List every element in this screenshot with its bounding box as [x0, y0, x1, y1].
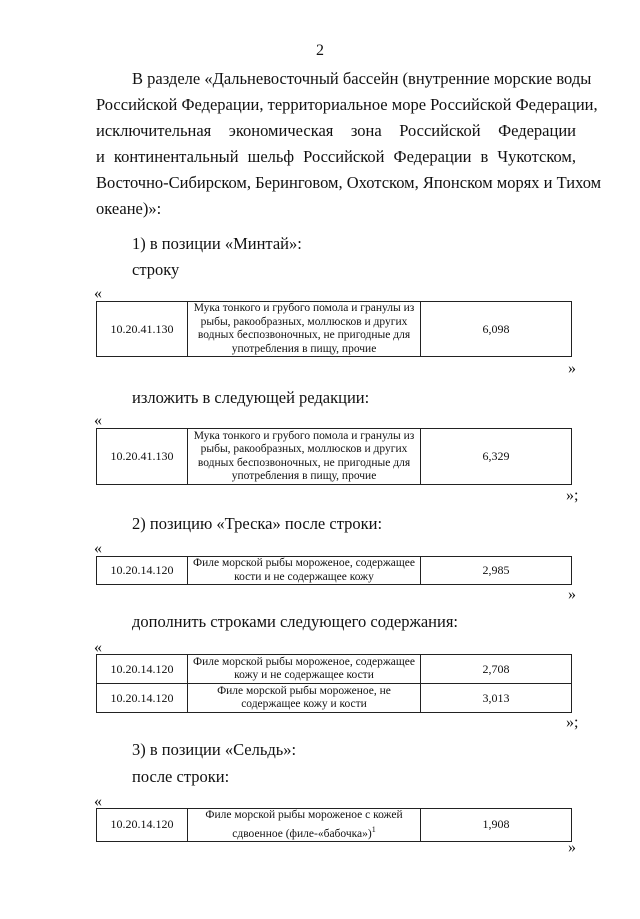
- table-cod-original: [96, 556, 572, 585]
- description-cell: Мука тонкого и грубого помола и гранулы из рыбы, ракообразных, моллюсков и других водных беспозвоночных, не пригодные для употребления в пищу, прочие: [188, 429, 421, 485]
- value-cell: 6,098: [421, 302, 572, 357]
- paragraph-line: океане)»:: [96, 199, 162, 218]
- description-cell: [188, 809, 421, 842]
- code-cell: 10.20.14.120: [97, 655, 188, 684]
- table-row: [97, 557, 572, 585]
- open-quote: «: [94, 540, 102, 557]
- description-text: Филе морской рыбы мороженое с кожей сдвоенное (филе-«бабочка»): [205, 809, 403, 840]
- open-quote: «: [94, 285, 102, 302]
- table-row: [97, 302, 572, 357]
- description-cell: Филе морской рыбы мороженое, не содержащее кожу и кости: [188, 684, 421, 713]
- table-pollock-new: [96, 428, 572, 485]
- close-quote: »: [568, 360, 576, 377]
- item-cod: 2) позицию «Треска» после строки:: [132, 514, 383, 533]
- table-row: [97, 684, 572, 713]
- description-cell: Филе морской рыбы мороженое, содержащее кости и не содержащее кожу: [188, 557, 421, 585]
- close-quote: »;: [566, 714, 579, 731]
- code-cell: 10.20.14.120: [97, 684, 188, 713]
- value-cell: 1,908: [421, 809, 572, 842]
- table-row: [97, 429, 572, 485]
- open-quote: «: [94, 793, 102, 810]
- table-row: [97, 655, 572, 684]
- item-replace-with: изложить в следующей редакции:: [132, 388, 370, 407]
- paragraph-line: исключительная экономическая зона Российской Федерации: [96, 121, 576, 140]
- value-cell: 2,985: [421, 557, 572, 585]
- table-pollock-original: [96, 301, 572, 357]
- description-cell: Филе морской рыбы мороженое, содержащее кожу и не содержащее кости: [188, 655, 421, 684]
- table-herring-original: [96, 808, 572, 842]
- value-cell: 6,329: [421, 429, 572, 485]
- intro-paragraph: [96, 66, 602, 222]
- footnote-mark: 1: [371, 824, 376, 834]
- close-quote: »: [568, 586, 576, 603]
- item-add-rows: дополнить строками следующего содержания:: [132, 612, 459, 631]
- description-cell: Мука тонкого и грубого помола и гранулы из рыбы, ракообразных, моллюсков и других водных беспозвоночных, не пригодные для употребления в пищу, прочие: [188, 302, 421, 357]
- table-row: [97, 809, 572, 842]
- item-pollock: 1) в позиции «Минтай»:: [132, 234, 302, 253]
- paragraph-line: В разделе «Дальневосточный бассейн (внутренние морские воды: [132, 69, 592, 88]
- open-quote: «: [94, 639, 102, 656]
- item-line-word: строку: [132, 260, 180, 279]
- item-herring: 3) в позиции «Сельдь»:: [132, 740, 297, 759]
- close-quote: »: [568, 839, 576, 856]
- code-cell: 10.20.14.120: [97, 809, 188, 842]
- table-cod-added: [96, 654, 572, 713]
- close-quote: »;: [566, 487, 579, 504]
- code-cell: 10.20.14.120: [97, 557, 188, 585]
- value-cell: 3,013: [421, 684, 572, 713]
- code-cell: 10.20.41.130: [97, 302, 188, 357]
- paragraph-line: Российской Федерации, территориальное море Российской Федерации,: [96, 95, 598, 114]
- code-cell: 10.20.41.130: [97, 429, 188, 485]
- open-quote: «: [94, 412, 102, 429]
- paragraph-line: Восточно-Сибирском, Беринговом, Охотском, Японском морях и Тихом: [96, 173, 602, 192]
- paragraph-line: и континентальный шельф Российской Федерации в Чукотском,: [96, 147, 576, 166]
- page-number: 2: [316, 42, 324, 59]
- value-cell: 2,708: [421, 655, 572, 684]
- item-after-line: после строки:: [132, 767, 230, 786]
